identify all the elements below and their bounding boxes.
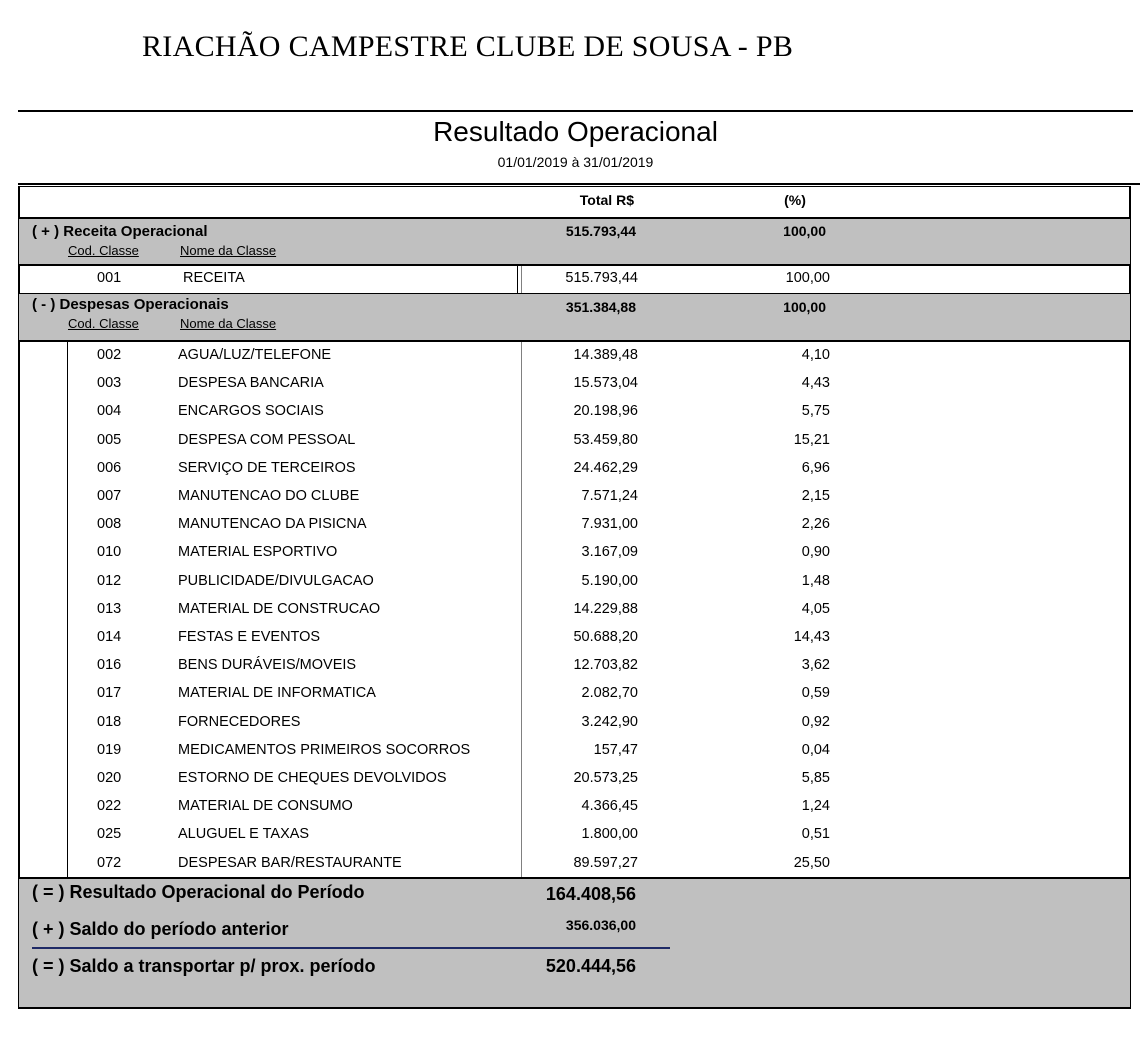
- expense-row: [18, 599, 1131, 627]
- header-divider: [18, 110, 1133, 112]
- expense-row-total: 4.366,45: [581, 798, 638, 815]
- expense-row-total: 53.459,80: [573, 431, 638, 448]
- expense-row-total: 3.167,09: [581, 544, 638, 561]
- revenue-rows: [18, 266, 1131, 294]
- expense-row-percent: 2,15: [801, 488, 830, 504]
- expense-row-percent: 1,24: [801, 798, 830, 815]
- expense-row: [18, 712, 1131, 740]
- expense-row-percent: 25,50: [793, 854, 830, 871]
- revenue-row-total: 515.793,44: [565, 270, 638, 286]
- carry-forward-value: 520.444,56: [545, 956, 636, 976]
- expense-row: [18, 796, 1131, 824]
- expenses-section-title: ( - ) Despesas Operacionais: [32, 296, 229, 313]
- result-label: ( = ) Resultado Operacional do Período: [32, 882, 365, 902]
- expense-row-percent: 0,90: [801, 544, 830, 561]
- revenue-subheader-name: Nome da Classe: [180, 243, 277, 258]
- expense-row-name: MEDICAMENTOS PRIMEIROS SOCORROS: [178, 741, 471, 758]
- expense-row-code: 003: [97, 375, 122, 392]
- expense-row-name: MATERIAL ESPORTIVO: [178, 544, 338, 561]
- expense-row-total: 157,47: [593, 741, 638, 758]
- expense-row: [18, 401, 1131, 429]
- expense-row-percent: 6,96: [801, 459, 830, 476]
- expense-row: [18, 740, 1131, 768]
- expense-row-name: AGUA/LUZ/TELEFONE: [178, 347, 332, 363]
- expense-row-code: 022: [97, 798, 122, 815]
- expense-row-total: 89.597,27: [573, 854, 638, 871]
- expense-row-code: 072: [97, 854, 122, 871]
- expense-row-name: MATERIAL DE INFORMATICA: [178, 685, 376, 702]
- expense-row-code: 012: [97, 572, 122, 589]
- revenue-row-percent: 100,00: [785, 270, 830, 286]
- expenses-subheader-name: Nome da Classe: [180, 316, 277, 331]
- expenses-section-percent: 100,00: [783, 299, 826, 315]
- expense-row-name: MANUTENCAO DO CLUBE: [178, 488, 360, 504]
- expense-row-name: ALUGUEL E TAXAS: [178, 826, 310, 843]
- report-period: 01/01/2019 à 31/01/2019: [497, 154, 654, 170]
- expense-row-name: MATERIAL DE CONSUMO: [178, 798, 353, 815]
- summary-underline: [32, 947, 670, 949]
- expenses-subheader-code: Cod. Classe: [68, 316, 139, 331]
- expense-row-code: 018: [97, 713, 122, 730]
- expense-row-code: 013: [97, 600, 122, 617]
- expense-row-total: 12.703,82: [573, 657, 638, 674]
- expense-row: [18, 768, 1131, 796]
- expense-row-name: MANUTENCAO DA PISICNA: [178, 516, 367, 533]
- expense-row-total: 20.573,25: [573, 770, 638, 786]
- expense-row-code: 014: [97, 629, 122, 645]
- expense-row-code: 017: [97, 685, 122, 702]
- expense-row-total: 1.800,00: [581, 826, 638, 843]
- column-header-percent: (%): [784, 192, 806, 208]
- expense-row: [18, 430, 1131, 458]
- expense-row-code: 010: [97, 544, 122, 561]
- revenue-section-total: 515.793,44: [565, 223, 636, 239]
- expense-row-total: 50.688,20: [573, 629, 638, 645]
- column-header-total: Total R$: [579, 192, 634, 208]
- expense-row-name: ESTORNO DE CHEQUES DEVOLVIDOS: [178, 770, 447, 786]
- expense-row-percent: 4,05: [801, 600, 830, 617]
- expense-row-total: 5.190,00: [581, 572, 638, 589]
- expense-row: [18, 655, 1131, 683]
- title-divider: [18, 183, 1140, 185]
- expense-row-total: 7.931,00: [581, 516, 638, 533]
- expense-row-percent: 0,59: [801, 685, 830, 702]
- expense-row-code: 002: [97, 347, 122, 363]
- expense-row-percent: 2,26: [801, 516, 830, 533]
- expense-row: [18, 627, 1131, 655]
- expense-row-name: BENS DURÁVEIS/MOVEIS: [178, 657, 357, 674]
- expense-row-percent: 0,92: [801, 713, 830, 730]
- expense-row: [18, 571, 1131, 599]
- expense-row-name: DESPESA COM PESSOAL: [178, 431, 356, 448]
- expense-row-percent: 14,43: [793, 629, 830, 645]
- revenue-row-name: RECEITA: [183, 270, 245, 286]
- expense-row-total: 2.082,70: [581, 685, 638, 702]
- expense-row-name: PUBLICIDADE/DIVULGACAO: [178, 572, 374, 589]
- previous-balance-value: 356.036,00: [565, 917, 636, 933]
- expense-row-total: 15.573,04: [573, 375, 638, 392]
- expenses-section-total: 351.384,88: [565, 299, 636, 315]
- revenue-section-title: ( + ) Receita Operacional: [32, 223, 208, 240]
- expense-rows: [18, 342, 1131, 877]
- expense-row-code: 007: [97, 488, 122, 504]
- expense-row: [18, 345, 1131, 373]
- report-title: Resultado Operacional: [433, 116, 718, 147]
- expense-row-name: FESTAS E EVENTOS: [178, 629, 321, 645]
- expense-row-name: FORNECEDORES: [178, 713, 301, 730]
- expense-row-total: 7.571,24: [581, 488, 638, 504]
- expense-row: [18, 824, 1131, 852]
- expense-row-percent: 4,43: [801, 375, 830, 392]
- revenue-row-code: 001: [97, 270, 122, 286]
- expense-row-percent: 0,51: [801, 826, 830, 843]
- expense-row: [18, 373, 1131, 401]
- result-value: 164.408,56: [545, 884, 636, 904]
- expense-row-name: MATERIAL DE CONSTRUCAO: [178, 600, 381, 617]
- expense-row-name: SERVIÇO DE TERCEIROS: [178, 459, 356, 476]
- expense-row: [18, 542, 1131, 570]
- expense-row-code: 006: [97, 459, 122, 476]
- expense-row-percent: 5,75: [801, 403, 830, 420]
- carry-forward-label: ( = ) Saldo a transportar p/ prox. período: [32, 956, 376, 976]
- expense-row-total: 3.242,90: [581, 713, 638, 730]
- expense-row-percent: 5,85: [801, 770, 830, 786]
- expense-row-code: 016: [97, 657, 122, 674]
- expense-row-code: 004: [97, 403, 122, 420]
- club-name: RIACHÃO CAMPESTRE CLUBE DE SOUSA - PB: [142, 30, 794, 63]
- previous-balance-label: ( + ) Saldo do período anterior: [32, 919, 289, 939]
- expense-row-percent: 0,04: [801, 741, 830, 758]
- expense-row-percent: 3,62: [801, 657, 830, 674]
- expense-row: [18, 486, 1131, 514]
- expense-row-code: 019: [97, 741, 122, 758]
- expense-row-code: 005: [97, 431, 122, 448]
- expense-row-name: DESPESAR BAR/RESTAURANTE: [178, 854, 402, 871]
- expense-row-name: ENCARGOS SOCIAIS: [178, 403, 324, 420]
- expense-row-percent: 1,48: [801, 572, 830, 589]
- expense-row: [18, 514, 1131, 542]
- expense-row-total: 20.198,96: [573, 403, 638, 420]
- expense-row-code: 020: [97, 770, 122, 786]
- expense-row-total: 24.462,29: [573, 459, 638, 476]
- expense-row-code: 008: [97, 516, 122, 533]
- revenue-section-percent: 100,00: [783, 223, 826, 239]
- expense-row-percent: 15,21: [793, 431, 830, 448]
- expense-row-total: 14.229,88: [573, 600, 638, 617]
- expense-row-code: 025: [97, 826, 122, 843]
- expense-row-name: DESPESA BANCARIA: [178, 375, 324, 392]
- expense-row-total: 14.389,48: [573, 347, 638, 363]
- expense-row: [18, 458, 1131, 486]
- revenue-subheader-code: Cod. Classe: [68, 243, 139, 258]
- expense-row: [18, 683, 1131, 711]
- expense-row-percent: 4,10: [801, 347, 830, 363]
